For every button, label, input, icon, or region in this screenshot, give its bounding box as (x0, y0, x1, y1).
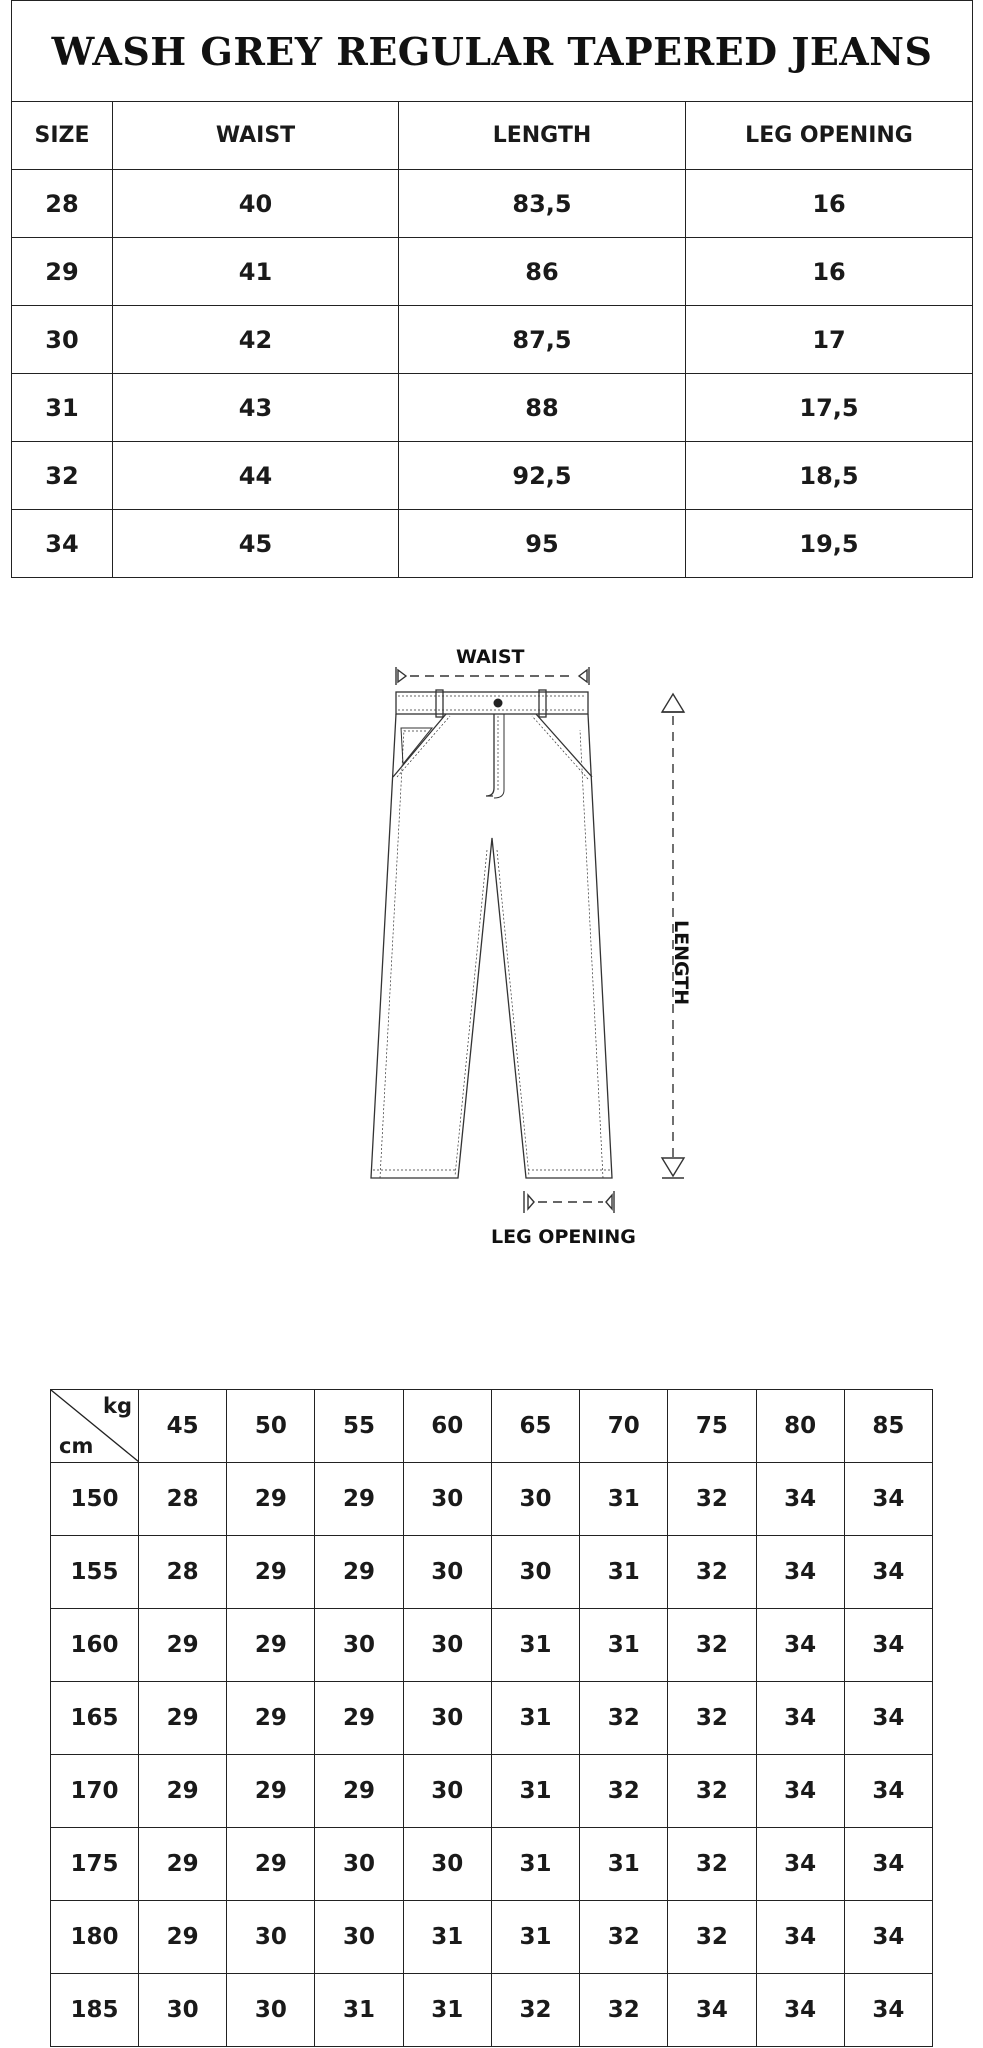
table-row (51, 1828, 933, 1901)
size-cell: 34 (756, 1755, 844, 1828)
table-row (51, 1463, 933, 1536)
weight-header: 80 (756, 1390, 844, 1463)
table-cell: 43 (113, 374, 399, 442)
table-cell: 19,5 (686, 510, 973, 578)
leg-opening-label: LEG OPENING (491, 1226, 636, 1248)
size-cell: 30 (315, 1901, 403, 1974)
size-cell: 34 (756, 1901, 844, 1974)
table-cell: 31 (12, 374, 113, 442)
table-row (51, 1901, 933, 1974)
size-table-header (12, 102, 973, 170)
waist-arrow (396, 667, 589, 685)
size-cell: 29 (315, 1463, 403, 1536)
table-row (51, 1536, 933, 1609)
weight-header: 45 (139, 1390, 227, 1463)
table-row (12, 510, 973, 578)
column-header: LEG OPENING (686, 102, 973, 170)
trouser-legs-shape (371, 714, 612, 1178)
size-cell: 32 (580, 1755, 668, 1828)
size-cell: 28 (139, 1536, 227, 1609)
height-header: 180 (51, 1901, 139, 1974)
size-cell: 34 (756, 1974, 844, 2047)
size-cell: 28 (139, 1463, 227, 1536)
size-cell: 34 (844, 1974, 932, 2047)
table-row (12, 170, 973, 238)
size-cell: 34 (756, 1536, 844, 1609)
size-cell: 31 (580, 1609, 668, 1682)
table-cell: 32 (12, 442, 113, 510)
height-header: 155 (51, 1536, 139, 1609)
size-cell: 30 (403, 1755, 491, 1828)
size-cell: 29 (227, 1682, 315, 1755)
height-header: 175 (51, 1828, 139, 1901)
size-cell: 30 (139, 1974, 227, 2047)
weight-header-row (51, 1390, 933, 1463)
size-cell: 34 (844, 1463, 932, 1536)
size-cell: 34 (844, 1536, 932, 1609)
table-cell: 16 (686, 170, 973, 238)
length-label: LENGTH (670, 920, 692, 1006)
height-header: 165 (51, 1682, 139, 1755)
size-cell: 31 (491, 1609, 579, 1682)
table-row (12, 306, 973, 374)
jeans-illustration (0, 640, 983, 1260)
table-cell: 16 (686, 238, 973, 306)
size-cell: 32 (580, 1682, 668, 1755)
weight-header: 50 (227, 1390, 315, 1463)
jeans-measurement-diagram (0, 640, 983, 1260)
size-cell: 30 (403, 1463, 491, 1536)
size-cell: 30 (227, 1901, 315, 1974)
size-cell: 31 (580, 1536, 668, 1609)
weight-unit-label: kg (103, 1394, 132, 1418)
weight-header: 75 (668, 1390, 756, 1463)
size-cell: 32 (668, 1463, 756, 1536)
size-cell: 34 (844, 1682, 932, 1755)
column-header: WAIST (113, 102, 399, 170)
size-cell: 32 (580, 1901, 668, 1974)
size-cell: 34 (844, 1755, 932, 1828)
size-cell: 32 (668, 1755, 756, 1828)
size-cell: 34 (668, 1974, 756, 2047)
size-cell: 34 (844, 1901, 932, 1974)
size-cell: 32 (668, 1682, 756, 1755)
size-cell: 29 (227, 1828, 315, 1901)
size-cell: 34 (756, 1463, 844, 1536)
table-cell: 45 (113, 510, 399, 578)
leg-opening-arrow (524, 1191, 614, 1213)
waist-label: WAIST (456, 646, 525, 668)
size-cell: 31 (491, 1682, 579, 1755)
height-header: 170 (51, 1755, 139, 1828)
size-cell: 34 (756, 1609, 844, 1682)
size-cell: 31 (491, 1901, 579, 1974)
table-row (12, 442, 973, 510)
table-cell: 28 (12, 170, 113, 238)
size-cell: 30 (315, 1609, 403, 1682)
table-cell: 44 (113, 442, 399, 510)
table-row (51, 1974, 933, 2047)
table-cell: 17 (686, 306, 973, 374)
size-cell: 29 (139, 1609, 227, 1682)
size-cell: 30 (491, 1536, 579, 1609)
size-cell: 31 (491, 1755, 579, 1828)
size-cell: 31 (403, 1901, 491, 1974)
table-cell: 40 (113, 170, 399, 238)
size-cell: 29 (227, 1463, 315, 1536)
table-cell: 41 (113, 238, 399, 306)
size-cell: 29 (227, 1609, 315, 1682)
table-row (12, 374, 973, 442)
size-cell: 29 (315, 1536, 403, 1609)
size-cell: 29 (315, 1755, 403, 1828)
size-cell: 34 (844, 1828, 932, 1901)
button-dot (494, 699, 503, 708)
size-cell: 29 (227, 1536, 315, 1609)
weight-header: 65 (491, 1390, 579, 1463)
size-cell: 32 (668, 1609, 756, 1682)
table-cell: 88 (399, 374, 686, 442)
size-cell: 30 (403, 1682, 491, 1755)
size-cell: 29 (227, 1755, 315, 1828)
size-cell: 32 (580, 1974, 668, 2047)
size-cell: 32 (491, 1974, 579, 2047)
size-cell: 30 (403, 1828, 491, 1901)
size-cell: 32 (668, 1901, 756, 1974)
table-cell: 86 (399, 238, 686, 306)
weight-header: 70 (580, 1390, 668, 1463)
corner-cell (51, 1390, 139, 1463)
height-header: 160 (51, 1609, 139, 1682)
height-header: 150 (51, 1463, 139, 1536)
size-cell: 32 (668, 1536, 756, 1609)
page-title: WASH GREY REGULAR TAPERED JEANS (12, 1, 973, 102)
size-cell: 30 (227, 1974, 315, 2047)
size-cell: 34 (756, 1682, 844, 1755)
weight-header: 85 (844, 1390, 932, 1463)
table-cell: 83,5 (399, 170, 686, 238)
size-cell: 32 (668, 1828, 756, 1901)
height-unit-label: cm (59, 1434, 94, 1458)
size-cell: 34 (756, 1828, 844, 1901)
size-cell: 31 (580, 1828, 668, 1901)
waistband-shape (396, 692, 588, 714)
fit-grid-body (51, 1463, 933, 2047)
size-cell: 29 (139, 1755, 227, 1828)
table-row (51, 1609, 933, 1682)
size-cell: 31 (315, 1974, 403, 2047)
size-cell: 31 (403, 1974, 491, 2047)
size-cell: 30 (491, 1463, 579, 1536)
size-chart-table (11, 0, 973, 578)
size-cell: 34 (844, 1609, 932, 1682)
size-cell: 31 (491, 1828, 579, 1901)
column-header: SIZE (12, 102, 113, 170)
table-cell: 95 (399, 510, 686, 578)
fit-recommendation-table (50, 1389, 933, 2047)
table-cell: 87,5 (399, 306, 686, 374)
table-cell: 30 (12, 306, 113, 374)
size-cell: 30 (403, 1536, 491, 1609)
table-row (51, 1682, 933, 1755)
size-cell: 30 (315, 1828, 403, 1901)
table-cell: 17,5 (686, 374, 973, 442)
size-cell: 29 (139, 1828, 227, 1901)
size-cell: 30 (403, 1609, 491, 1682)
table-cell: 34 (12, 510, 113, 578)
column-header: LENGTH (399, 102, 686, 170)
table-cell: 18,5 (686, 442, 973, 510)
size-cell: 29 (315, 1682, 403, 1755)
size-cell: 29 (139, 1901, 227, 1974)
size-cell: 31 (580, 1463, 668, 1536)
table-row (51, 1755, 933, 1828)
table-cell: 42 (113, 306, 399, 374)
weight-header: 55 (315, 1390, 403, 1463)
size-cell: 29 (139, 1682, 227, 1755)
table-row (12, 238, 973, 306)
weight-header: 60 (403, 1390, 491, 1463)
table-cell: 92,5 (399, 442, 686, 510)
table-cell: 29 (12, 238, 113, 306)
height-header: 185 (51, 1974, 139, 2047)
